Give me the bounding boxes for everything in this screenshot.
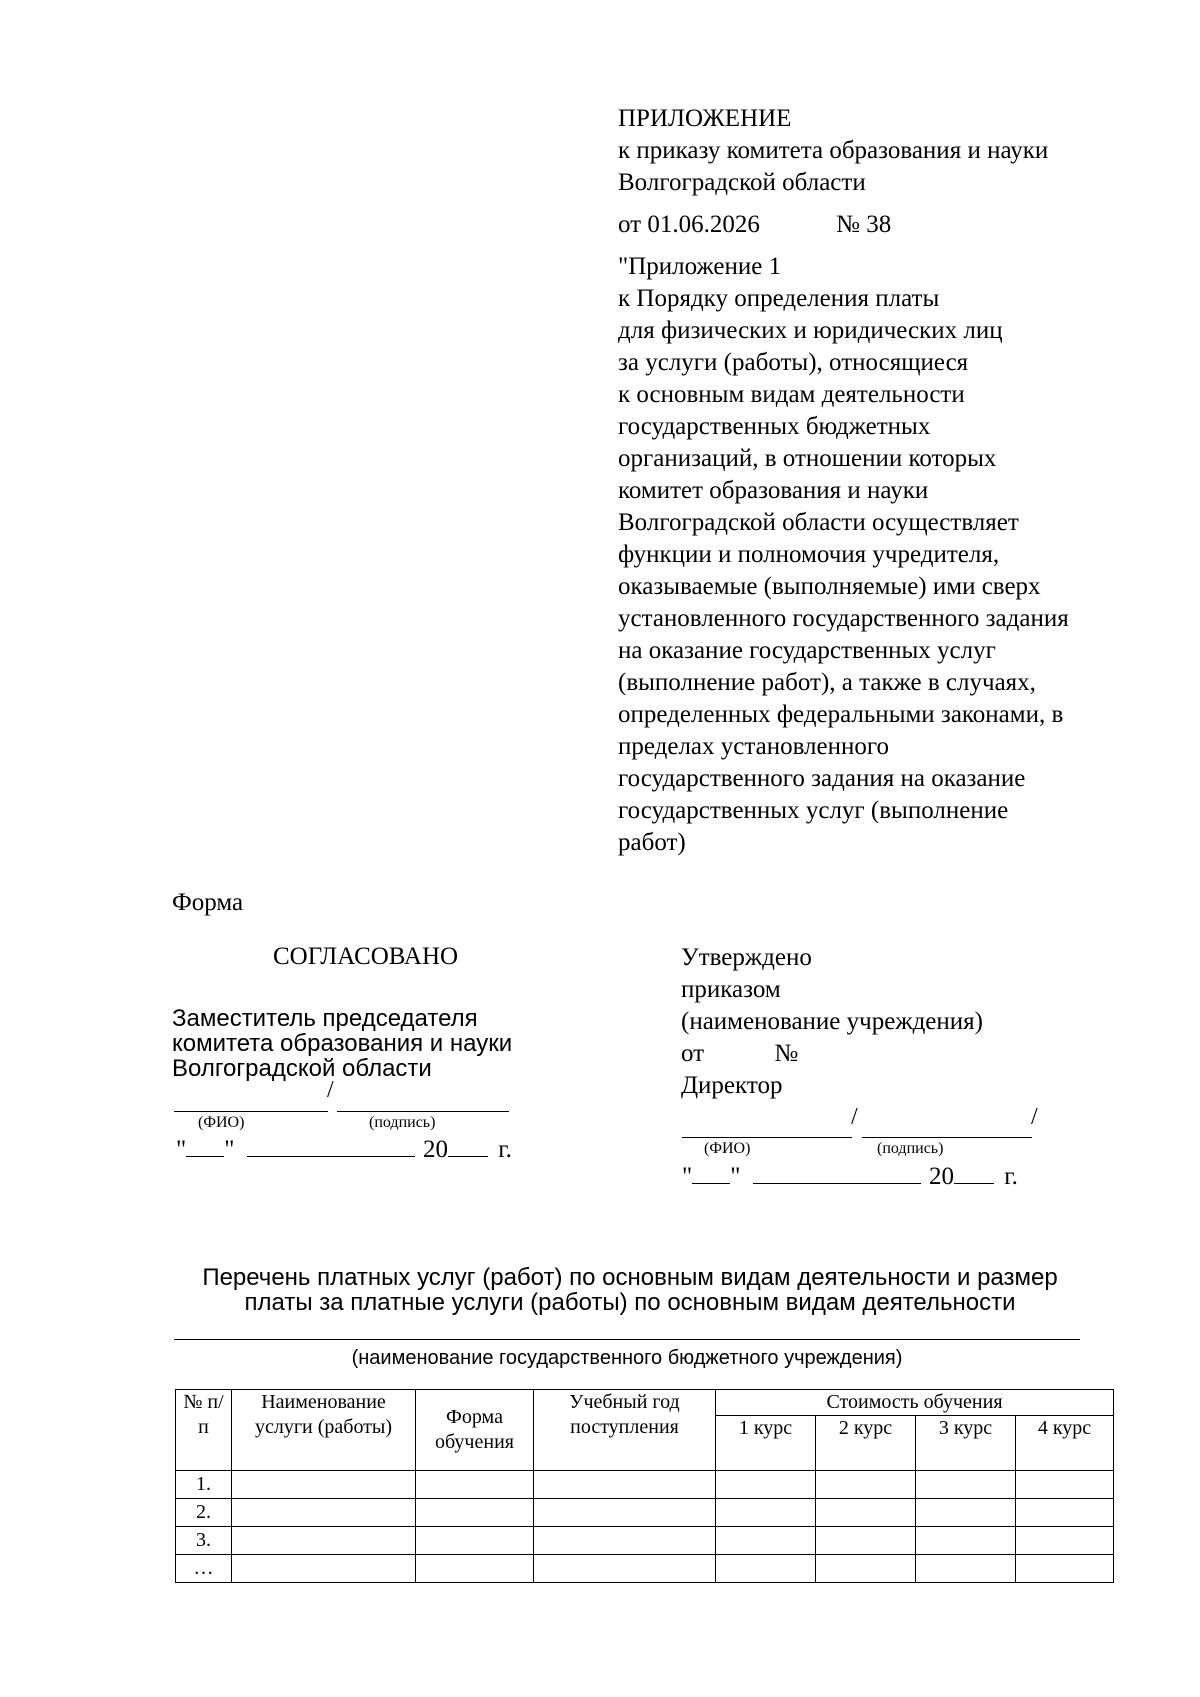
appendix-heading: ПРИЛОЖЕНИЕ (618, 105, 792, 132)
order-reference: к приказу комитета образования и науки (618, 137, 1049, 164)
appendix-text (618, 251, 1178, 859)
order-header (618, 103, 1178, 859)
appendix-line: за услуги (работы), относящиеся (618, 349, 969, 376)
table-cell[interactable] (534, 1527, 716, 1555)
form-label: Форма (172, 889, 244, 916)
table-row (176, 1471, 1114, 1499)
appendix-line: (выполнение работ), а также в случаях, (618, 669, 1036, 696)
approved-institution: (наименование учреждения) (681, 1008, 983, 1035)
row-number: 2. (176, 1499, 232, 1527)
table-cell[interactable] (534, 1499, 716, 1527)
agreed-year-suffix: г. (498, 1136, 512, 1163)
table-cell[interactable] (1016, 1527, 1114, 1555)
approved-slash-end: / (1031, 1104, 1038, 1130)
table-cell[interactable] (232, 1555, 416, 1583)
agreed-title: СОГЛАСОВАНО (273, 943, 459, 970)
agreed-slash: / (327, 1077, 334, 1103)
table-cell[interactable] (916, 1499, 1016, 1527)
col-form-header: Форма обучения (416, 1390, 534, 1471)
table-cell[interactable] (416, 1471, 534, 1499)
table-cell[interactable] (534, 1555, 716, 1583)
table-cell[interactable] (416, 1527, 534, 1555)
table-cell[interactable] (1016, 1471, 1114, 1499)
appendix-line: установленного государственного задания (618, 605, 1069, 632)
col-course-2-header: 2 курс (816, 1416, 916, 1471)
list-title-line: Перечень платных услуг (работ) по основным видам деятельности и размер (202, 1264, 1058, 1291)
table-cell[interactable] (232, 1499, 416, 1527)
appendix-line: организаций, в отношении которых (618, 445, 997, 472)
appendix-line: "Приложение 1 (618, 253, 782, 280)
order-region: Волгоградской области (618, 169, 866, 196)
table-cell[interactable] (816, 1555, 916, 1583)
appendix-line: функции и полномочия учредителя, (618, 541, 1000, 568)
appendix-line: государственных бюджетных (618, 413, 931, 440)
list-title-line: платы за платные услуги (работы) по основным видам деятельности (244, 1289, 1016, 1316)
table-row (176, 1499, 1114, 1527)
table-cell[interactable] (534, 1471, 716, 1499)
approved-signature-line[interactable] (862, 1107, 1032, 1138)
table-row (176, 1555, 1114, 1583)
col-cost-header: Стоимость обучения (716, 1390, 1114, 1416)
appendix-line: оказываемые (выполняемые) ими сверх (618, 573, 1041, 600)
appendix-line: к основным видам деятельности (618, 381, 965, 408)
approved-year-suffix: г. (1004, 1163, 1018, 1190)
list-title (150, 1265, 1110, 1315)
table-cell[interactable] (232, 1527, 416, 1555)
table-cell[interactable] (232, 1471, 416, 1499)
table-cell[interactable] (1016, 1555, 1114, 1583)
agreed-line: Заместитель председателя (172, 1005, 478, 1032)
order-number: № 38 (836, 211, 892, 238)
col-course-4-header: 4 курс (1016, 1416, 1114, 1471)
order-date-number (618, 209, 1178, 241)
col-number-header: № п/п (176, 1390, 232, 1471)
col-year-header: Учебный год поступления (534, 1390, 716, 1471)
appendix-line: государственных услуг (выполнение (618, 797, 1009, 824)
table-cell[interactable] (916, 1527, 1016, 1555)
quote-mark: " (224, 1136, 235, 1163)
approved-date-line (682, 1161, 1018, 1191)
table-row (176, 1527, 1114, 1555)
approved-month-blank[interactable] (753, 1161, 921, 1184)
table-cell[interactable] (716, 1555, 816, 1583)
appendix-line: государственного задания на оказание (618, 765, 1026, 792)
table-cell[interactable] (716, 1471, 816, 1499)
table-cell[interactable] (416, 1555, 534, 1583)
appendix-line: для физических и юридических лиц (618, 317, 1003, 344)
appendix-line: Волгоградской области осуществляет (618, 509, 1019, 536)
agreed-month-blank[interactable] (247, 1134, 415, 1157)
approved-director: Директор (681, 1072, 783, 1099)
table-cell[interactable] (416, 1499, 534, 1527)
approved-from-number (681, 1038, 983, 1070)
appendix-line: к Порядку определения платы (618, 285, 940, 312)
order-date: от 01.06.2026 (618, 211, 760, 238)
institution-name-line[interactable] (174, 1339, 1080, 1340)
appendix-line: определенных федеральными законами, в (618, 701, 1064, 728)
agreed-year-blank[interactable] (448, 1134, 488, 1157)
table-cell[interactable] (816, 1499, 916, 1527)
appendix-line: комитет образования и науки (618, 477, 929, 504)
quote-mark: " (730, 1163, 741, 1190)
approved-fio-line[interactable] (682, 1107, 852, 1138)
agreed-year-prefix: 20 (422, 1136, 448, 1163)
row-number: 3. (176, 1527, 232, 1555)
col-service-header: Наименование услуги (работы) (232, 1390, 416, 1471)
institution-caption: (наименование государственного бюджетного учреждения) (351, 1347, 903, 1369)
table-cell[interactable] (916, 1471, 1016, 1499)
col-course-3-header: 3 курс (916, 1416, 1016, 1471)
table-cell[interactable] (716, 1527, 816, 1555)
agreed-block (172, 1006, 592, 1081)
table-cell[interactable] (1016, 1499, 1114, 1527)
table-cell[interactable] (716, 1499, 816, 1527)
table-cell[interactable] (816, 1527, 916, 1555)
table-cell[interactable] (916, 1555, 1016, 1583)
fees-table (175, 1389, 1114, 1583)
row-number: 1. (176, 1471, 232, 1499)
agreed-day-blank[interactable] (186, 1134, 224, 1157)
approved-day-blank[interactable] (692, 1161, 730, 1184)
agreed-line: Волгоградской области (172, 1055, 432, 1082)
agreed-signature-line[interactable] (337, 1081, 509, 1112)
appendix-line: на оказание государственных услуг (618, 637, 996, 664)
quote-mark: " (682, 1163, 693, 1190)
agreed-signature-caption: (подпись) (369, 1114, 436, 1131)
table-cell[interactable] (816, 1471, 916, 1499)
agreed-date-line (176, 1134, 512, 1164)
approved-year-blank[interactable] (954, 1161, 994, 1184)
appendix-line: работ) (618, 829, 686, 856)
approved-title: Утверждено (681, 944, 812, 971)
appendix-line: пределах установленного (618, 733, 890, 760)
approved-slash: / (851, 1104, 858, 1130)
approved-number: № (774, 1040, 799, 1067)
approved-order: приказом (681, 976, 781, 1003)
agreed-line: комитета образования и науки (172, 1030, 513, 1057)
row-number: … (176, 1555, 232, 1583)
agreed-fio-line[interactable] (174, 1081, 328, 1112)
approved-fio-caption: (ФИО) (704, 1140, 751, 1157)
col-course-1-header: 1 курс (716, 1416, 816, 1471)
approved-block (681, 942, 983, 1102)
approved-year-prefix: 20 (928, 1163, 954, 1190)
quote-mark: " (176, 1136, 187, 1163)
approved-signature-caption: (подпись) (877, 1140, 944, 1157)
approved-from: от (681, 1040, 705, 1067)
agreed-fio-caption: (ФИО) (198, 1114, 245, 1131)
